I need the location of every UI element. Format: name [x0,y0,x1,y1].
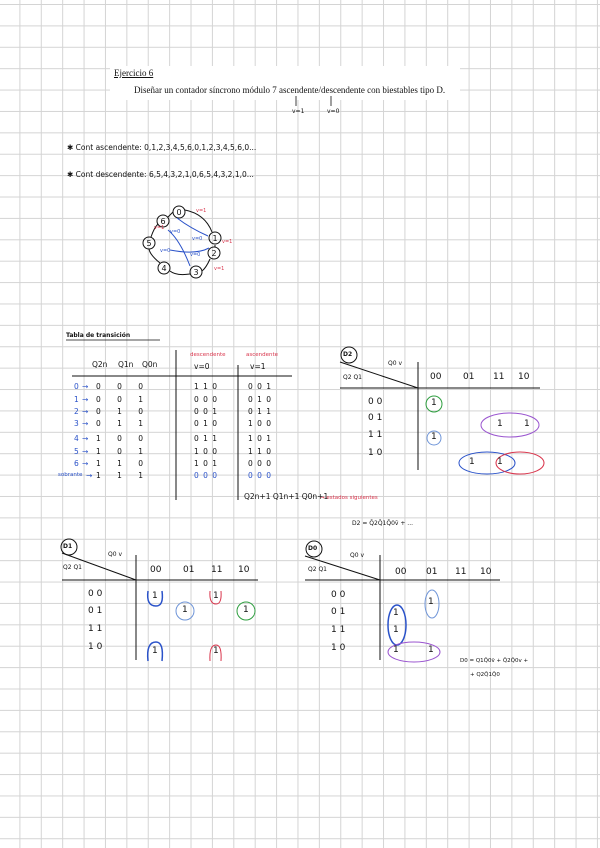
tt-row-asc: 1 1 0 [248,447,273,456]
kmap-d2-expr: D2 = Q̄2Q̄1Q̄0v̄ + ... [352,520,414,527]
tt-row-arrow: → [82,395,90,404]
kmap-d1-row: 0 0 [88,589,103,599]
tt-row-label: 2 [74,407,80,416]
tt-row-desc: 0 0 1 [194,407,219,416]
tt-row-desc: 1 0 0 [194,447,219,456]
transition-table-title: Tabla de transición [66,332,131,339]
tt-row-asc: 0 0 0 [248,459,273,468]
kmap-d2-row: 0 0 [368,397,383,407]
svg-text:3: 3 [193,268,199,277]
kmap-d2-one: 1 [524,419,530,429]
svg-text:5: 5 [146,239,152,248]
kmap-d0-row: 0 0 [331,590,346,600]
tt-row-asc: 0 1 1 [248,407,273,416]
kmap-d0-corner-left: Q2 Q1 [308,566,327,573]
tt-row-desc: 0 1 0 [194,419,219,428]
kmap-d0-one: 1 [393,645,399,655]
tt-asc-title: ascendente [246,352,279,358]
tt-desc-title: descendente [190,352,226,358]
kmap-d0-row: 1 1 [331,625,346,635]
svg-text:v=0: v=0 [160,248,171,254]
tt-row-arrow: → [86,471,94,480]
tt-row-arrow: → [82,382,90,391]
kmap-d2-col: 01 [463,372,475,382]
kmap-d1-one: 1 [152,591,158,601]
kmap-d0-label: D0 [308,545,318,552]
tt-row-q: 0 0 1 [96,395,145,404]
svg-text:4: 4 [161,264,167,273]
kmap-d0-row: 1 0 [331,643,346,653]
tt-row-asc: 1 0 1 [248,434,273,443]
kmap-d2-corner-top: Q0 v [388,360,402,367]
kmap-d1-one: 1 [152,646,158,656]
svg-text:0: 0 [176,208,182,217]
tt-row-desc: 0 1 1 [194,434,219,443]
tt-row-desc: 0 0 0 [194,395,219,404]
kmap-d2-col: 00 [430,372,442,382]
tt-asc-v: v=1 [250,362,266,371]
state-diagram [143,206,221,278]
tt-row-label: sobrante [58,472,83,478]
kmap-d1-col: 11 [211,565,223,575]
kmap-d2-one: 1 [497,419,503,429]
kmap-d1-one: 1 [213,646,219,656]
tt-row-q: 0 0 0 [96,382,145,391]
tt-row-asc: 0 0 0 [248,471,273,480]
kmap-d1-row: 1 0 [88,642,103,652]
svg-text:6: 6 [160,217,166,226]
tt-row-label: 0 [74,382,80,391]
kmap-d2-row: 0 1 [368,413,383,423]
sequence-descending: ✱ Cont descendente: 6,5,4,3,2,1,0,6,5,4,3,2,1,0... [67,170,254,179]
kmap-d0-one: 1 [393,625,399,635]
svg-text:v=0: v=0 [170,229,181,235]
tt-row-label: 4 [74,434,80,443]
tt-row-arrow: → [82,407,90,416]
tt-row-desc: 1 0 1 [194,459,219,468]
tt-row-q: 1 0 0 [96,434,145,443]
kmap-d1-col: 10 [238,565,250,575]
kmap-d2-row: 1 0 [368,448,383,458]
tt-row-desc: 1 1 0 [194,382,219,391]
kmap-d2-one: 1 [469,457,475,467]
tt-row-label: 3 [74,419,80,428]
kmap-d0-one: 1 [428,597,434,607]
kmap-d0-col: 01 [426,567,438,577]
v-desc-label: v=0 [327,108,340,115]
tt-row-asc: 1 0 0 [248,419,273,428]
kmap-d2-one: 1 [431,398,437,408]
kmap-d1-corner-left: Q2 Q1 [63,564,82,571]
tt-row-label: 1 [74,395,80,404]
kmap-d1-one: 1 [213,591,219,601]
kmap-d0-col: 10 [480,567,492,577]
tt-row-arrow: → [82,419,90,428]
tt-row-asc: 0 0 1 [248,382,273,391]
kmap-d2-col: 11 [493,372,505,382]
svg-text:v=0: v=0 [192,236,203,242]
kmap-d0-corner-top: Q0 v [350,552,364,559]
kmap-d2-one: 1 [431,432,437,442]
kmap-d1-col: 01 [183,565,195,575]
tt-footer: Q2n+1 Q1n+1 Q0n+1 [244,492,329,501]
tt-row-q: 1 1 1 [96,471,145,480]
kmap-d0-row: 0 1 [331,607,346,617]
tt-row-asc: 0 1 0 [248,395,273,404]
exercise-title: Ejercicio 6 [114,68,154,78]
svg-text:v=1: v=1 [196,208,207,214]
tt-desc-v: v=0 [194,362,210,371]
tt-row-q: 1 1 0 [96,459,145,468]
tt-row-q: 0 1 0 [96,407,145,416]
tt-row-q: 0 1 1 [96,419,145,428]
exercise-statement: Diseñar un contador síncrono módulo 7 ascendente/descendente con biestables tipo D. [134,85,446,95]
v-asc-label: v=1 [292,108,305,115]
kmap-d1-row: 1 1 [88,624,103,634]
svg-text:v=1: v=1 [222,239,233,245]
kmap-d1-one: 1 [243,605,249,615]
kmap-d2-row: 1 1 [368,430,383,440]
kmap-d0-col: 00 [395,567,407,577]
kmap-d2-one: 1 [497,457,503,467]
svg-text:2: 2 [211,249,217,258]
kmap-d0-expr1: D0 = Q1Q̄0v̄ + Q̄2Q̄0v + [460,658,529,664]
svg-text:v=1: v=1 [214,266,225,272]
tt-row-arrow: → [82,459,90,468]
tt-row-arrow: → [82,447,90,456]
kmap-d1-corner-top: Q0 v [108,551,122,558]
kmap-d1-row: 0 1 [88,606,103,616]
sequence-ascending: ✱ Cont ascendente: 0,1,2,3,4,5,6,0,1,2,3,4,5,6,0... [67,143,257,152]
kmap-d0-one: 1 [428,645,434,655]
tt-footer-note: → estados siguientes [320,495,378,501]
svg-text:1: 1 [212,234,218,243]
tt-header-q1: Q1n [118,360,134,369]
tt-row-arrow: → [82,434,90,443]
bullet-icon: ✱ [67,170,76,179]
svg-text:v=1: v=1 [154,225,165,231]
tt-row-q: 1 0 1 [96,447,145,456]
tt-header-q2: Q2n [92,360,108,369]
tt-row-desc: 0 0 0 [194,471,219,480]
kmap-d2-label: D2 [343,351,353,358]
kmap-d0-col: 11 [455,567,467,577]
kmap-d1-label: D1 [63,543,73,550]
bullet-icon: ✱ [67,143,76,152]
tt-header-q0: Q0n [142,360,158,369]
kmap-d2-corner-left: Q2 Q1 [343,374,362,381]
tt-row-label: 5 [74,447,80,456]
tt-row-label: 6 [74,459,80,468]
kmap-d0-expr2: + Q2Q̄1Q̄0 [470,672,500,678]
kmap-d1-col: 00 [150,565,162,575]
kmap-d0-one: 1 [393,608,399,618]
kmap-d1-one: 1 [182,605,188,615]
svg-text:v=0: v=0 [190,252,201,258]
kmap-d2-col: 10 [518,372,530,382]
